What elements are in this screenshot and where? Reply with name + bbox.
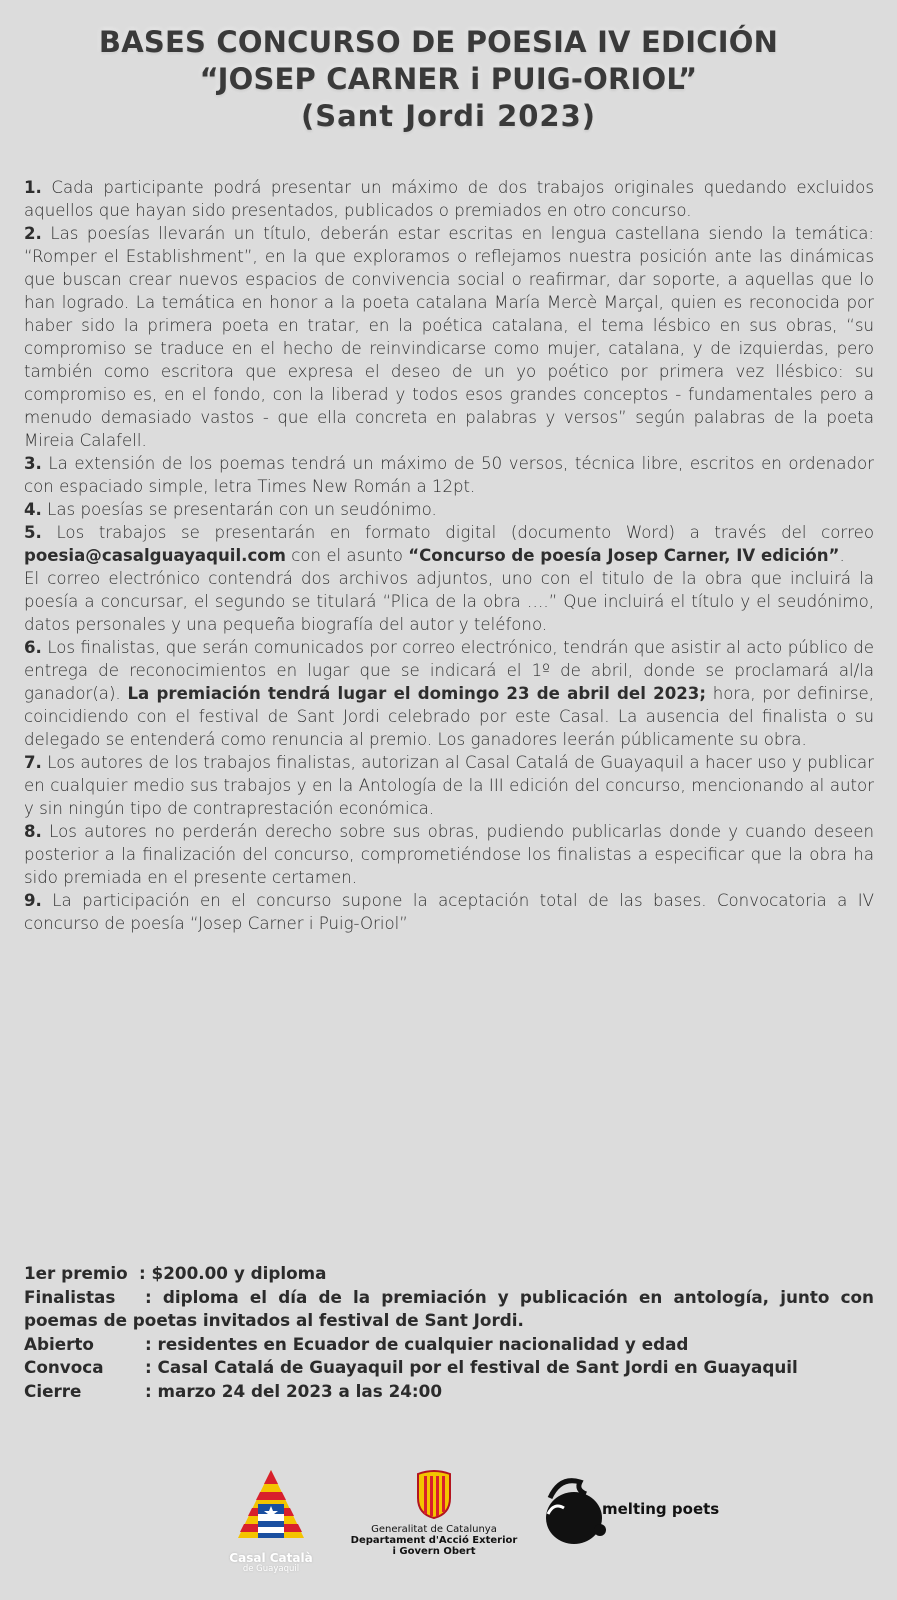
rule-number: 8.	[24, 822, 42, 841]
casal-name: Casal Català	[229, 1551, 313, 1565]
melting-text: melting poets	[602, 1500, 720, 1518]
prize-first	[24, 1262, 874, 1286]
prizes-section	[24, 1262, 874, 1403]
rule-number: 2.	[24, 224, 42, 243]
rule-text: Cada participante podrá presentar un máximo de dos trabajos originales quedando excluidos aquellos que hayan sido presentados, publicados o premiados en otro concurso.	[24, 178, 874, 220]
finalists-value: : diploma el día de la premiación y publicación en antología, junto con poemas de poetas invitados al festival de Sant Jordi.	[24, 1286, 874, 1330]
rule-2	[24, 222, 874, 452]
finalists-label: Finalistas	[24, 1286, 116, 1307]
rule-4	[24, 498, 874, 521]
open-label: Abierto	[24, 1333, 94, 1354]
rule-number: 7.	[24, 753, 42, 772]
rule-7	[24, 751, 874, 820]
rule-text: Las poesías se presentarán con un seudónimo.	[47, 500, 437, 519]
gen-line-1: Generalitat de Catalunya	[371, 1524, 497, 1535]
convoca-label: Convoca	[24, 1357, 104, 1377]
generalitat-logo	[344, 1468, 524, 1557]
prize-convoca	[24, 1356, 874, 1380]
gen-line-3-wrap	[344, 1546, 524, 1557]
cierre-label: Cierre	[24, 1380, 82, 1401]
rule-6	[24, 636, 874, 751]
rule-9	[24, 889, 874, 935]
prize-value: : $200.00 y diploma	[139, 1263, 327, 1283]
casal-senyera-icon	[236, 1468, 306, 1548]
rule-8	[24, 820, 874, 889]
rule-text: La extensión de los poemas tendrá un máximo de 50 versos, técnica libre, escritos en ordenador con espaciado simple, letra Times New Román a 12pt.	[24, 454, 874, 496]
rule-number: 4.	[24, 500, 42, 519]
rule-5-attachments	[24, 567, 874, 636]
rule-text: El correo electrónico contendrá dos archivos adjuntos, uno con el titulo de la obra que incluirá la poesía a concursar, el segundo se titulará “Plica de la obra ….” Que incluirá el título y el seudónimo, datos personales y una pequeña biografía del autor y teléfono.	[24, 569, 874, 634]
rule-3	[24, 452, 874, 498]
rule-text: Los finalistas, que serán comunicados por correo electrónico, tendrán que asistir al acto público de entrega de reconocimientos en lugar que se indicará el 1º de abril, donde se proclamará al/la ganador(a).	[24, 638, 874, 703]
prize-finalists	[24, 1286, 874, 1333]
prize-label: 1er premio	[24, 1263, 128, 1283]
rule-text: Los autores no perderán derecho sobre sus obras, pudiendo publicarlas donde y cuando deseen posterior a la finalización del concurso, comprometiéndose los finalistas a especificar que la obra ha sido premiada en el presente certamen.	[24, 822, 874, 887]
melting-poets-logo	[540, 1468, 720, 1554]
prize-cierre	[24, 1380, 874, 1404]
rule-number: 9.	[24, 891, 42, 910]
rule-number: 5.	[24, 523, 42, 542]
gen-line-2: Departament d'Acció Exterior	[350, 1535, 518, 1546]
document-title	[0, 24, 897, 135]
rule-text: hora, por definirse, coincidiendo con el festival de Sant Jordi celebrado por este Casal. La ausencia del finalista o su delegado se entenderá como renuncia al premio. Los ganadores leerán públicamente su obra.	[24, 684, 874, 749]
gen-line-3: i Govern Obert	[392, 1546, 476, 1557]
title-line-1: BASES CONCURSO DE POESIA IV EDICIÓN	[98, 25, 779, 59]
open-value: : residentes en Ecuador de cualquier nacionalidad y edad	[145, 1333, 689, 1354]
convoca-value: : Casal Catalá de Guayaquil por el festival de Sant Jordi en Guayaquil	[145, 1357, 798, 1377]
sponsor-logos	[0, 1468, 897, 1588]
rule-text: Los autores de los trabajos finalistas, autorizan al Casal Catalá de Guayaquil a hacer uso y publicar en cualquier medio sus trabajos y en la Antología de la III edición del concurso, mencionando al autor y sin ningún tipo de contraprestación económica.	[24, 753, 874, 818]
rule-number: 1.	[24, 178, 42, 197]
rule-text: con el asunto	[291, 546, 403, 565]
rules-section	[24, 176, 874, 935]
prize-open	[24, 1333, 874, 1357]
rule-text: Las poesías llevarán un título, deberán estar escritas en lengua castellana siendo la temática: “Romper el Establishment”, en la que exploramos o reflejamos nuestra posición ante las dinámicas que buscan crear nuevos espacios de convivencia social o reafirmar, dar soporte, a aquellas que lo han logrado. La temática en honor a la poeta catalana María Mercè Marçal, quien es reconocida por haber sido la primera poeta en tratar, en la poética catalana, el tema lésbico en sus obras, “su compromiso se traduce en el hecho de reinvindicarse como mujer, catalana, y de izquierdas, pero también como escritora que expresa el deseo de un yo poético por primera vez llésbico: su compromiso es, en el fondo, con la liberad y todos esos grandes conceptos - fundamentales pero a menudo demasiado vastos - que ella concreta en palabras y versos” según palabras de la poeta Mireia Calafell.	[24, 224, 874, 450]
generalitat-shield-icon	[416, 1468, 452, 1520]
rule-text: Los trabajos se presentarán en formato digital (documento Word) a través del correo	[56, 523, 874, 542]
title-line-3: (Sant Jordi 2023)	[300, 99, 597, 133]
rule-text: La participación en el concurso supone la aceptación total de las bases. Convocatoria a IV concurso de poesía “Josep Carner i Puig-Oriol”	[24, 891, 874, 933]
rule-text: .	[839, 546, 845, 565]
casal-catala-logo	[216, 1468, 326, 1574]
contact-email[interactable]: poesia@casalguayaquil.com	[24, 546, 286, 565]
award-date: La premiación tendrá lugar el domingo 23 de abril del 2023;	[127, 684, 706, 703]
cierre-value: : marzo 24 del 2023 a las 24:00	[145, 1380, 442, 1401]
rule-number: 3.	[24, 454, 42, 473]
rule-5	[24, 521, 874, 567]
melting-poets-icon	[540, 1468, 720, 1550]
title-line-2: “JOSEP CARNER i PUIG-ORIOL”	[199, 62, 698, 96]
rule-number: 6.	[24, 638, 42, 657]
casal-sub: de Guayaquil	[242, 1564, 300, 1574]
rule-1	[24, 176, 874, 222]
email-subject: “Concurso de poesía Josep Carner, IV edición”	[408, 546, 840, 565]
gen-line-2-wrap	[344, 1535, 524, 1546]
